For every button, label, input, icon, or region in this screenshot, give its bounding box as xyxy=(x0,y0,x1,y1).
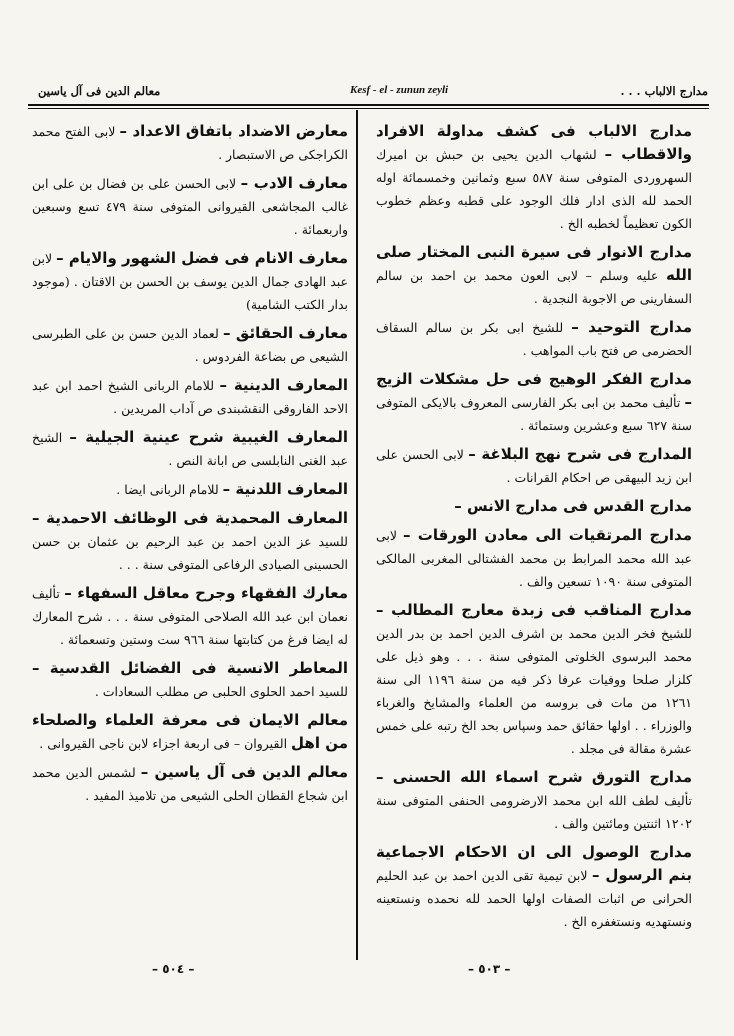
entry xyxy=(376,599,692,760)
entry-title: معالم الايمان فى معرفة العلماء والصلحاء من اهل xyxy=(32,711,348,752)
entry-body: لابى الحسن على ابن زيد البيهقى ص احكام القرانات . xyxy=(376,447,692,485)
header-left: معالم الدين فى آل ياسين xyxy=(38,84,161,98)
entry-body: القيروان – فى اربعة اجزاء لابن ناجى القيروانى . xyxy=(39,736,288,751)
entry xyxy=(32,709,348,755)
entry-title: معارك الفقهاء وجرح معاقل السفهاء – xyxy=(64,584,348,602)
page-number-left: – ٥٠٤ – xyxy=(152,962,195,976)
entry xyxy=(376,524,692,593)
header-rule xyxy=(28,104,709,106)
header-center: Kesf - el - zunun zeyli xyxy=(350,84,449,96)
entry xyxy=(32,120,348,166)
entry xyxy=(32,582,348,651)
header-right: مدارج الالباب . . . xyxy=(620,84,708,98)
entry-body: تأليف لطف الله ابن محمد الارضرومى الحنفى المتوفى سنة ١٢٠٢ اثنتين ومائتين والف . xyxy=(376,793,692,831)
entry-title: معارف الادب – xyxy=(240,174,348,192)
entry-body: للشيخ فخر الدين محمد بن اشرف الدين احمد بن بدر الدين محمد البرسوى الخلوتى المتوفى سنة . . . وهو ذيل على كلزار صلحا ووفيات عرفا ذكر فيه من سنة ١١٩٦ الى سنة ١٢٦١ من مات فى بروسه من العلماء والمشايخ والغرباء والوزراء . . اولها حقائق حمد وسپاس بحد الخ رتبه على خمس عشرة مقالة فى مجلد . xyxy=(376,626,692,756)
entry-body: لابن تيمية تقى الدين احمد بن عبد الحليم الحرانى ص اثبات الصفات اولها الحمد لله نحمده ونستعينه ونستهديه ونستغفره الخ . xyxy=(376,868,692,929)
entry-title: معالم الدين فى آل ياسين – xyxy=(140,763,348,781)
entry-title: معارف الانام فى فضل الشهور والايام – xyxy=(56,249,348,267)
entry-title: مدارج الالباب فى كشف مداولة الافراد والاقطاب – xyxy=(376,122,693,163)
entry-body: للسيد عز الدين احمد بن عبد الرحيم بن عثمان بن حسن الحسينى الصيادى الرفاعى المتوفى سنة . . . xyxy=(32,534,348,572)
entry-title: المدارج فى شرح نهج البلاغة – xyxy=(468,445,692,463)
entry xyxy=(32,374,348,420)
page-number-right: – ٥٠٣ – xyxy=(468,962,511,976)
entry xyxy=(32,322,348,368)
entry xyxy=(32,478,348,501)
entry-title: مدارج الوصول الى ان الاحكام الاجماعية بنم الرسول – xyxy=(376,843,692,884)
entry xyxy=(376,316,692,362)
entry xyxy=(376,766,692,835)
entry-body: لابى الفتح محمد الكراجكى ص الاستبصار . xyxy=(32,124,348,162)
entry xyxy=(376,241,692,310)
entry-body: تأليف محمد بن ابى بكر الفارسى المعروف بالايكى المتوفى سنة ٦٢٧ سبع وعشرين وستمائة . xyxy=(376,395,692,433)
entry-body: لابى الحسن على بن فضال بن على ابن غالب المجاشعى القيروانى المتوفى سنة ٤٧٩ تسع وسبعين واربعمائة . xyxy=(32,176,348,237)
entry-title: المعارف المحمدية فى الوظائف الاحمدية – xyxy=(32,509,348,527)
entry xyxy=(32,172,348,241)
entry-body: عليه وسلم – لابى العون محمد بن احمد بن سالم السفارينى ص الاجوبة النجدية . xyxy=(376,268,692,306)
header-rule-thin xyxy=(28,108,709,109)
entry-body: الشيخ عبد الغنى النابلسى ص ابانة النص . xyxy=(32,430,348,468)
entry-title: معارض الاضداد باتفاق الاعداد – xyxy=(119,122,348,140)
entry-body: لابن عبد الهادى جمال الدين يوسف بن الحسن بن الاقتان . (موجود بدار الكتب الشامية) xyxy=(32,251,348,312)
entry-title: معارف الحقائق – xyxy=(222,324,348,342)
entry xyxy=(376,368,692,437)
entry-title: مدارج الانوار فى سيرة النبى المختار صلى الله xyxy=(376,243,692,284)
left-column xyxy=(32,120,348,813)
entry-title: مدارج التوحيد – xyxy=(571,318,692,336)
entry-body: تأليف نعمان ابن عبد الله الصلاحى المتوفى سنة . . . شرح المعارك له ايضا فرغ من كتابتها سنة ٩٦٦ ست وستين وتسعمائة . xyxy=(32,586,348,647)
entry-body: لشمس الدين محمد ابن شجاع القطان الحلى الشيعى من تلاميذ المفيد . xyxy=(32,765,348,803)
entry xyxy=(32,657,348,703)
entry-title: المعارف الدينية – xyxy=(219,376,348,394)
entry xyxy=(376,841,692,933)
entry-title: مدارج التورق شرح اسماء الله الحسنى – xyxy=(376,768,692,786)
right-column xyxy=(376,120,692,939)
entry-title: مدارج المناقب فى زبدة معارج المطالب – xyxy=(376,601,692,619)
entry-body: لابى عبد الله محمد المرابط بن محمد الفشتالى المغربى المالكى المتوفى سنة ١٠٩٠ تسعين والف . xyxy=(376,528,692,589)
entry-body: لشهاب الدين يحيى بن حبش بن اميرك السهروردى المتوفى سنة ٥٨٧ سبع وثمانين وخمسمائة اوله الحمد لله الذى ادار فلك الوجود على قطبه وعظم خطوب الكون تعظيماً لخطبه الخ . xyxy=(376,147,692,231)
entry-body: للشيخ ابى بكر بن سالم السقاف الحضرمى ص فتح باب المواهب . xyxy=(376,320,692,358)
entry-body: للسيد احمد الحلوى الحلبى ص مطلب السعادات . xyxy=(94,684,348,699)
column-divider xyxy=(356,110,358,960)
entry xyxy=(376,443,692,489)
entry-title: المعارف الغيبية شرح عينية الجيلية – xyxy=(69,428,348,446)
entry xyxy=(376,495,692,518)
entry-title: مدارج القدس فى مدارج الانس – xyxy=(454,497,692,515)
entry-title: المعاطر الانسية فى الفضائل القدسية – xyxy=(32,659,348,677)
entry-title: المعارف اللدنية – xyxy=(222,480,348,498)
entry-body: للامام الربانى الشيخ احمد ابن عبد الاحد الفاروقى النقشبندى ص آداب المريدين . xyxy=(32,378,348,416)
entry xyxy=(32,761,348,807)
entry-body: لعماد الدين حسن بن على الطبرسى الشيعى ص بضاعة الفردوس . xyxy=(32,326,348,364)
entry xyxy=(32,507,348,576)
entry xyxy=(32,247,348,316)
entry xyxy=(32,426,348,472)
entry-title: مدارج الفكر الوهيج فى حل مشكلات الزيج – xyxy=(376,370,692,411)
entry-title: مدارج المرتقيات الى معادن الورقات – xyxy=(403,526,692,544)
running-header xyxy=(28,84,708,104)
entry xyxy=(376,120,692,235)
entry-body: للامام الربانى ايضا . xyxy=(116,482,219,497)
